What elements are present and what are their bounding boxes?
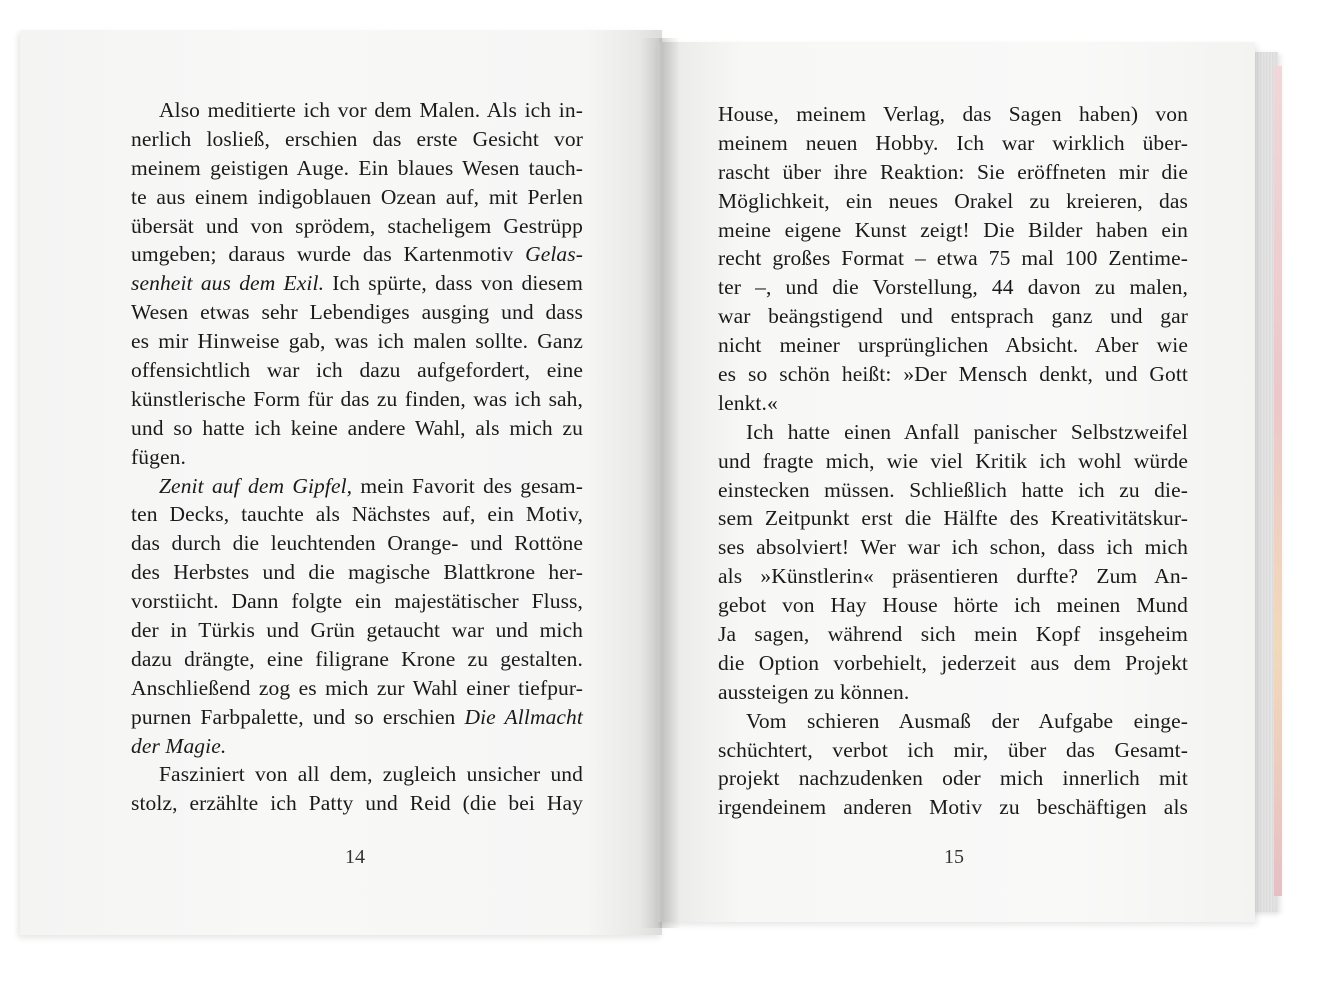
text-line — [718, 793, 1188, 822]
text-line — [718, 764, 1188, 793]
text-line — [718, 360, 1188, 389]
text-line — [131, 472, 583, 501]
text-line — [131, 732, 583, 761]
text-line — [718, 273, 1188, 302]
text-line — [131, 703, 583, 732]
text-run: als »Künstlerin« präsentieren durfte? Zum An- — [718, 564, 1188, 589]
italic-title: der Magie. — [131, 733, 227, 758]
text-line — [718, 533, 1188, 562]
text-line — [718, 331, 1188, 360]
text-run: Ich hatte einen Anfall panischer Selbstzweifel — [746, 419, 1188, 444]
text-run: irgendeinem anderen Motiv zu beschäftigen als — [718, 795, 1188, 820]
text-run: rascht über ihre Reaktion: Sie eröffneten mir die — [718, 159, 1188, 184]
text-line — [131, 183, 583, 212]
text-run: lenkt.« — [718, 390, 778, 415]
text-run: und fragte mich, wie viel Kritik ich wohl würde — [718, 448, 1188, 473]
text-line — [131, 500, 583, 529]
text-line — [718, 129, 1188, 158]
text-line — [718, 707, 1188, 736]
text-run: mein Favorit des gesam- — [352, 473, 583, 498]
text-run: Ich spürte, dass von diesem — [324, 271, 583, 296]
text-line — [131, 125, 583, 154]
italic-title: Die Allmacht — [464, 704, 583, 729]
text-line — [718, 244, 1188, 273]
text-run: aussteigen zu können. — [718, 679, 910, 704]
text-run: übersät und von sprödem, stacheligem Gestrüpp — [131, 213, 583, 238]
text-run: Wesen etwas sehr Lebendiges ausging und dass — [131, 300, 583, 325]
text-run: umgeben; daraus wurde das Kartenmotiv — [131, 242, 526, 267]
text-run: recht großes Format – etwa 75 mal 100 Zentime- — [718, 246, 1188, 271]
text-line — [718, 302, 1188, 331]
text-run: ter –, und die Vorstellung, 44 davon zu malen, — [718, 275, 1188, 300]
text-run: dazu drängte, eine filigrane Krone zu gestalten. — [131, 646, 583, 671]
text-run: Also meditierte ich vor dem Malen. Als ich in- — [159, 98, 583, 122]
text-line — [718, 591, 1188, 620]
text-run: die Option vorbehielt, jederzeit aus dem Projekt — [718, 650, 1188, 675]
text-line — [131, 298, 583, 327]
text-run: fügen. — [131, 444, 186, 469]
text-line — [131, 674, 583, 703]
text-run: war beängstigend und entsprach ganz und gar — [718, 304, 1188, 329]
text-run: Möglichkeit, ein neues Orakel zu kreieren, das — [718, 188, 1188, 213]
text-line — [718, 736, 1188, 765]
text-line — [131, 789, 583, 818]
text-line — [131, 616, 583, 645]
text-line — [131, 356, 583, 385]
text-run: sem Zeitpunkt erst die Hälfte des Kreativitätskur- — [718, 506, 1188, 531]
text-line — [718, 187, 1188, 216]
text-line — [131, 645, 583, 674]
text-line — [131, 385, 583, 414]
text-run: nicht meiner ursprünglichen Absicht. Aber wie — [718, 333, 1188, 358]
text-line — [718, 620, 1188, 649]
text-run: Anschließend zog es mich zur Wahl einer tiefpur- — [131, 675, 583, 700]
text-run: ses absolviert! Wer war ich schon, dass ich mich — [718, 535, 1188, 560]
text-line — [131, 212, 583, 241]
text-line — [131, 269, 583, 298]
text-run: Fasziniert von all dem, zugleich unsicher und — [159, 762, 583, 787]
text-line — [718, 504, 1188, 533]
text-run: es so schön heißt: »Der Mensch denkt, und Gott — [718, 362, 1188, 387]
text-line — [718, 678, 1188, 707]
text-line — [718, 158, 1188, 187]
text-line — [131, 558, 583, 587]
text-line — [131, 443, 583, 472]
text-line — [131, 760, 583, 789]
text-line — [131, 327, 583, 356]
page-number-left: 14 — [345, 846, 365, 868]
text-run: künstlerische Form für das zu finden, was ich sah, — [131, 386, 583, 411]
text-line — [718, 100, 1188, 129]
text-line — [718, 476, 1188, 505]
text-run: meine eigene Kunst zeigt! Die Bilder haben ein — [718, 217, 1188, 242]
text-run: nerlich losließ, erschien das erste Gesicht vor — [131, 126, 583, 151]
text-run: der in Türkis und Grün getaucht war und mich — [131, 618, 583, 643]
text-run: vorstiicht. Dann folgte ein majestätischer Fluss, — [131, 589, 583, 614]
text-run: einstecken müssen. Schließlich hatte ich zu die- — [718, 477, 1188, 502]
italic-title: Zenit auf dem Gipfel, — [159, 473, 353, 498]
text-run: ten Decks, tauchte als Nächstes auf, ein Motiv, — [131, 502, 583, 527]
text-run: des Herbstes und die magische Blattkrone her- — [131, 560, 583, 585]
text-line — [718, 447, 1188, 476]
text-line — [131, 240, 583, 269]
cover-edge — [1274, 66, 1282, 896]
text-run: te aus einem indigoblauen Ozean auf, mit Perlen — [131, 184, 583, 209]
text-run: und so hatte ich keine andere Wahl, als mich zu — [131, 415, 583, 440]
text-run: stolz, erzählte ich Patty und Reid (die bei Hay — [131, 791, 583, 816]
text-run: projekt nachzudenken oder mich innerlich mit — [718, 766, 1188, 791]
text-line — [131, 587, 583, 616]
text-run: meinem geistigen Auge. Ein blaues Wesen tauch- — [131, 155, 583, 180]
text-run: es mir Hinweise gab, was ich malen sollte. Ganz — [131, 329, 583, 354]
text-line — [718, 418, 1188, 447]
left-page-text — [131, 96, 583, 818]
page-number-right: 15 — [944, 846, 964, 868]
text-line — [718, 389, 1188, 418]
text-run: Ja sagen, während sich mein Kopf insgeheim — [718, 622, 1188, 647]
text-run: meinem neuen Hobby. Ich war wirklich über- — [718, 130, 1188, 155]
italic-title: Gelas- — [525, 242, 583, 267]
text-run: das durch die leuchtenden Orange- und Rottöne — [131, 531, 583, 556]
book-spine — [640, 38, 680, 928]
text-run: schüchtert, verbot ich mir, über das Gesamt- — [718, 737, 1188, 762]
text-line — [131, 96, 583, 125]
text-run: offensichtlich war ich dazu aufgefordert, eine — [131, 358, 583, 383]
text-line — [131, 414, 583, 443]
text-line — [131, 529, 583, 558]
italic-title: senheit aus dem Exil. — [131, 271, 325, 296]
text-run: House, meinem Verlag, das Sagen haben) von — [718, 102, 1188, 126]
text-line — [131, 154, 583, 183]
text-run: purnen Farbpalette, und so erschien — [131, 704, 465, 729]
text-run: gebot von Hay House hörte ich meinen Mund — [718, 593, 1188, 618]
text-line — [718, 649, 1188, 678]
right-page-text — [718, 100, 1188, 822]
text-run: Vom schieren Ausmaß der Aufgabe einge- — [746, 708, 1188, 733]
text-line — [718, 216, 1188, 245]
text-line — [718, 562, 1188, 591]
